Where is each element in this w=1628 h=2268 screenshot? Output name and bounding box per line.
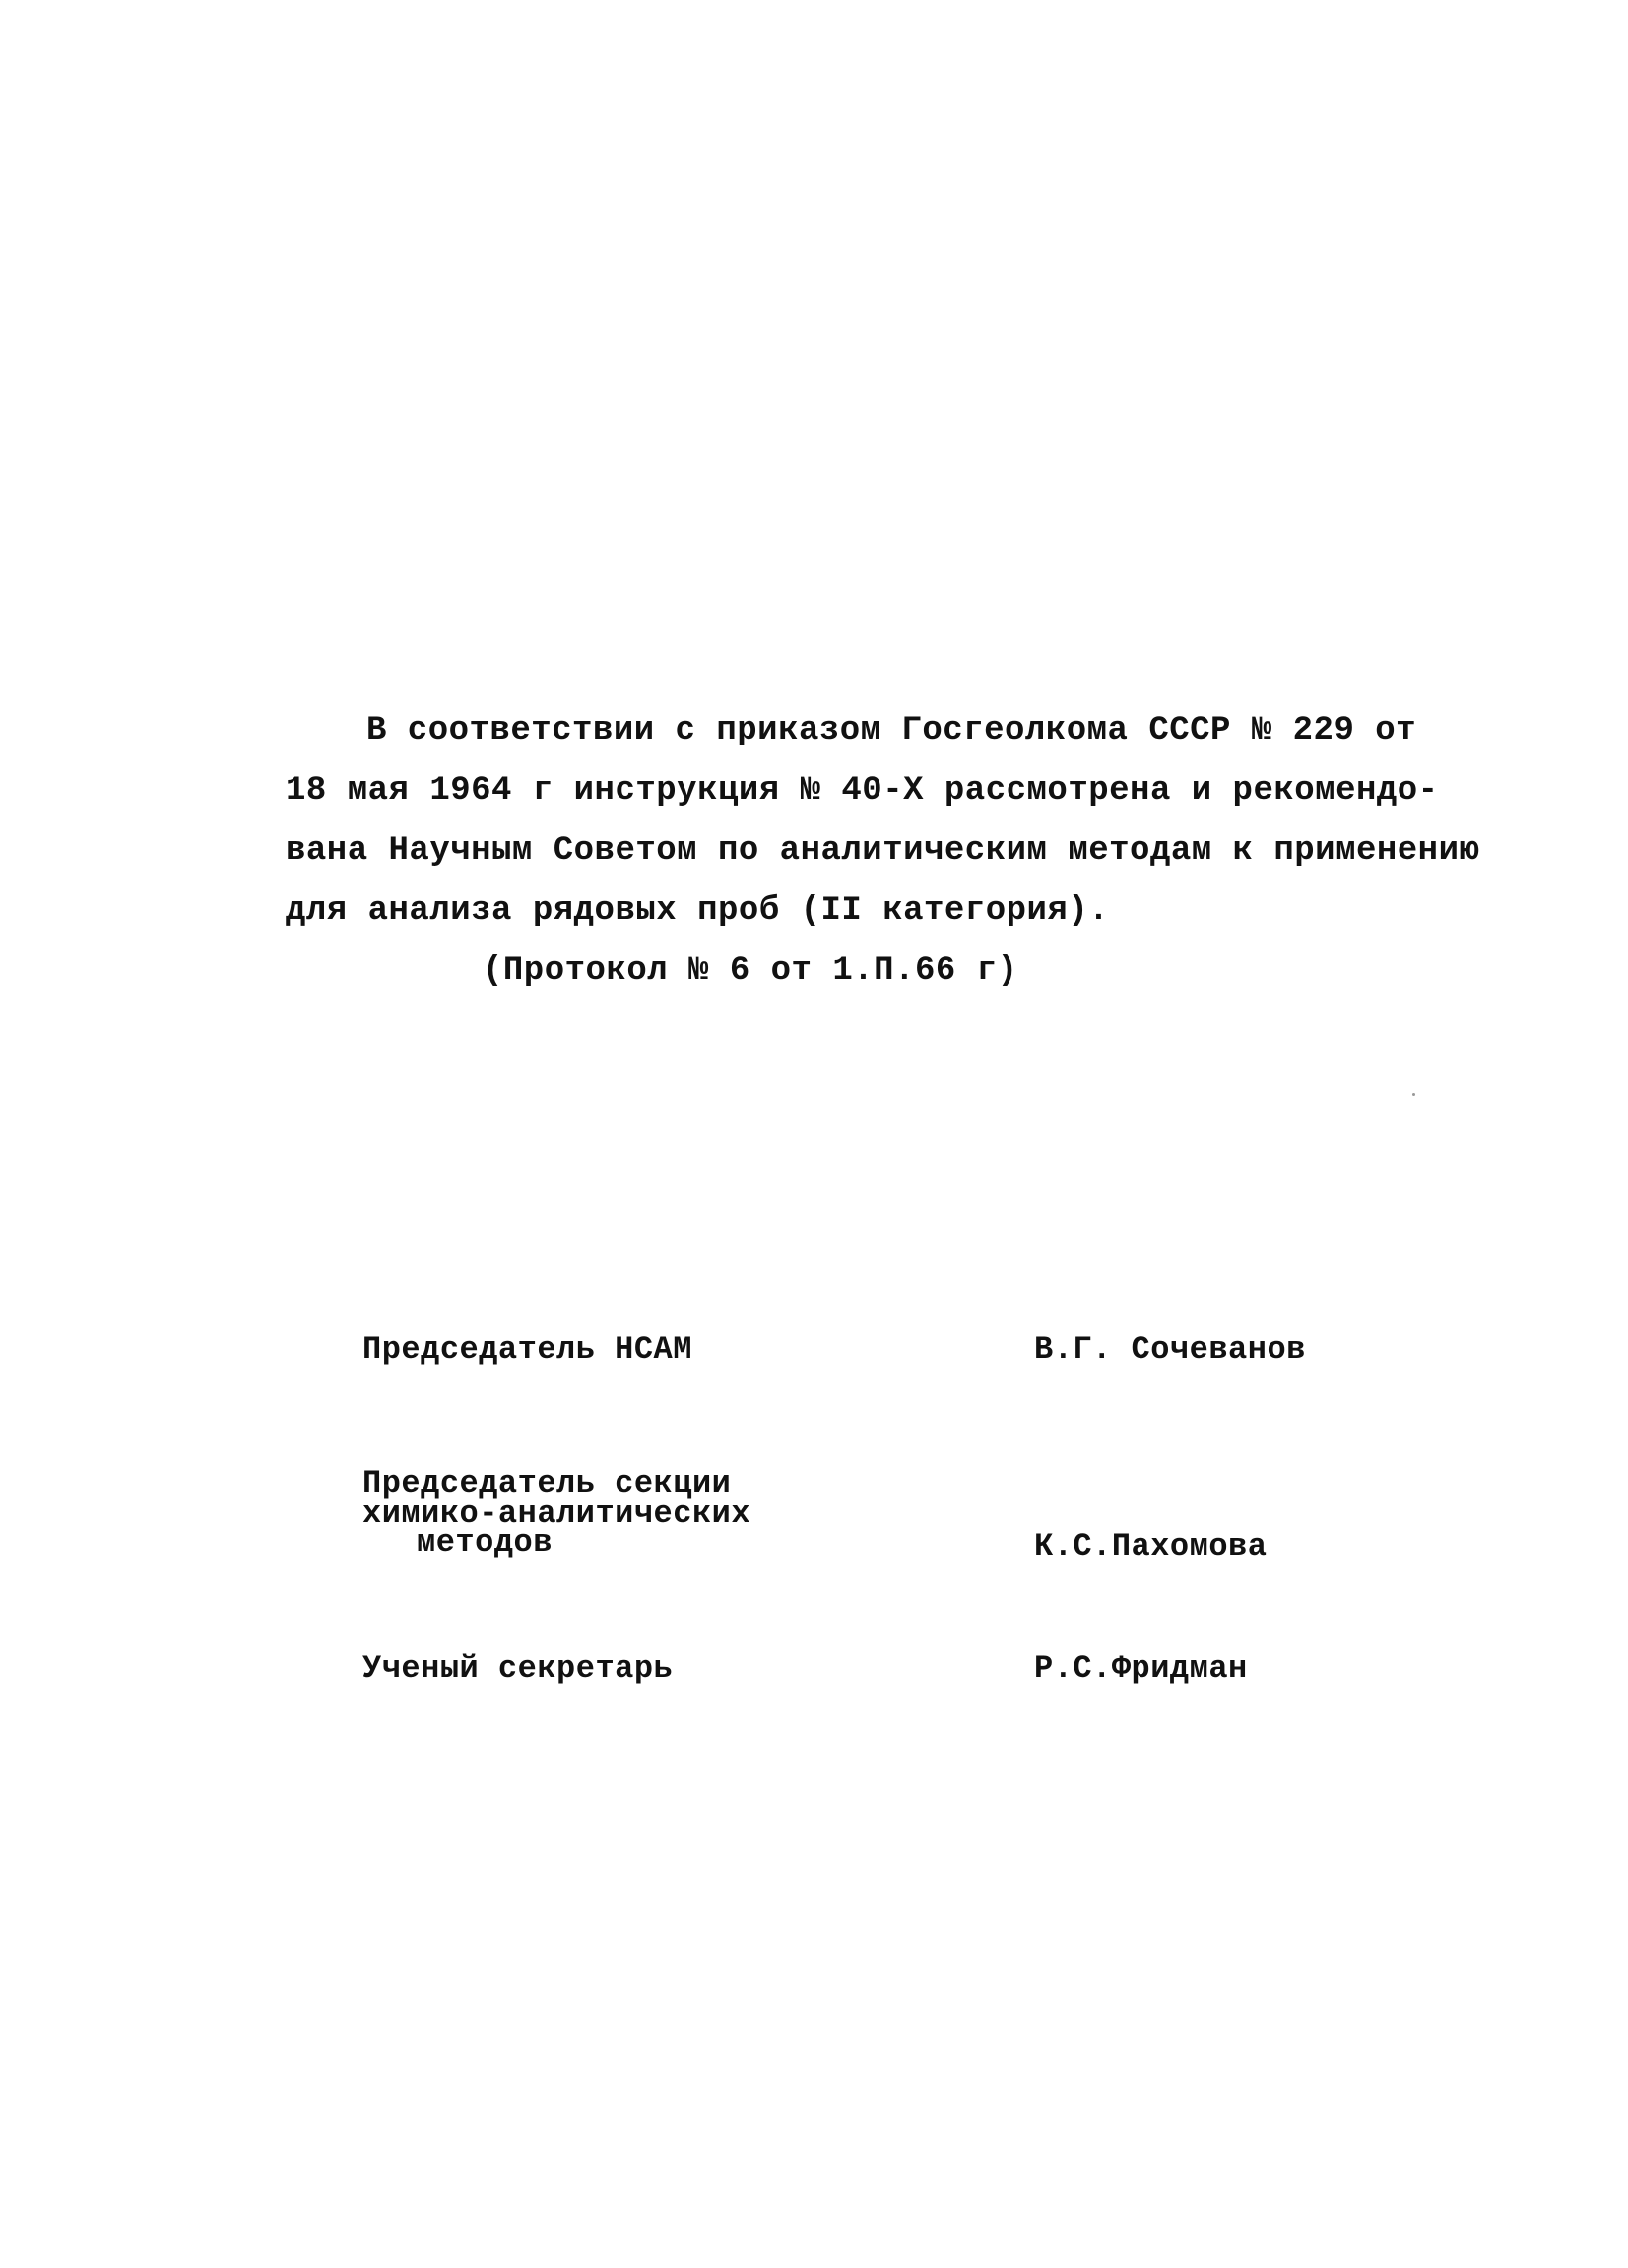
paragraph-line: 18 мая 1964 г инструкция № 40-Х рассмотрена и рекомендо-	[286, 772, 1439, 810]
signature-title-section-chair	[362, 1465, 751, 1561]
paragraph-line: для анализа рядовых проб (II категория).	[286, 892, 1110, 930]
signature-title-line: Председатель секции	[362, 1465, 732, 1502]
signature-title-scientific-secretary: Ученый секретарь	[362, 1651, 674, 1687]
signature-name-sochevanov: В.Г. Сочеванов	[1034, 1331, 1306, 1368]
scan-speck	[1412, 1093, 1415, 1096]
approval-paragraph	[286, 701, 1480, 1002]
paragraph-line: вана Научным Советом по аналитическим методам к применению	[286, 832, 1480, 870]
signature-name-pakhomova: К.С.Пахомова	[1034, 1528, 1268, 1565]
signature-title-line: химико-аналитических	[362, 1495, 751, 1531]
signature-name-fridman: Р.С.Фридман	[1034, 1651, 1248, 1687]
protocol-reference: (Протокол № 6 от 1.П.66 г)	[483, 952, 1018, 990]
signature-title-line: методов	[417, 1524, 553, 1561]
signature-title-nsam-chair: Председатель НСАМ	[362, 1331, 692, 1368]
paragraph-line: В соответствии с приказом Госгеолкома СССР № 229 от	[366, 712, 1417, 749]
